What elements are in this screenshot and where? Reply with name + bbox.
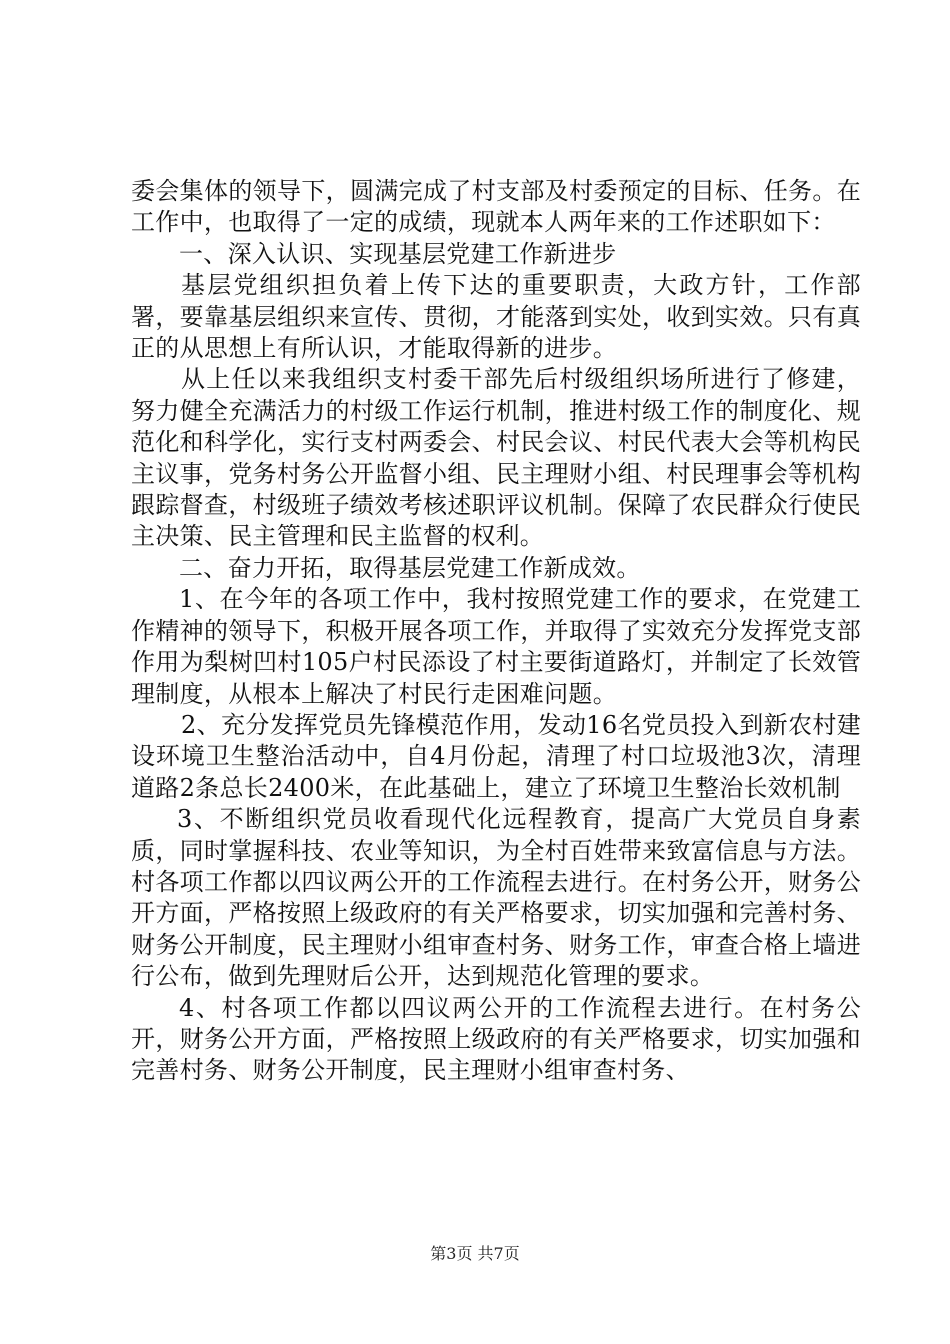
section-heading-1: 一、深入认识、实现基层党建工作新进步 bbox=[179, 239, 617, 268]
document-body bbox=[131, 176, 861, 1087]
paragraph-intro-continuation: 委会集体的领导下，圆满完成了村支部及村委预定的目标、任务。在工作中，也取得了一定的成绩，现就本人两年来的工作述职如下： bbox=[131, 177, 861, 237]
section-heading-2: 二、奋力开拓，取得基层党建工作新成效。 bbox=[179, 553, 641, 582]
paragraph-section-1-b: 从上任以来我组织支村委干部先后村级组织场所进行了修建，努力健全充满活力的村级工作运行机制，推进村级工作的制度化、规范化和科学化，实行支村两委会、村民会议、村民代表大会等机构民主议事，党务村务公开监督小组、民主理财小组、村民理事会等机构跟踪督查，村级班子绩效考核述职评议机制。保障了农民群众行使民主决策、民主管理和民主监督的权利。 bbox=[131, 365, 861, 551]
paragraph-item-1: 1、在今年的各项工作中，我村按照党建工作的要求，在党建工作精神的领导下，积极开展各项工作，并取得了实效充分发挥党支部作用为梨树凹村105户村民添设了村主要街道路灯，并制定了长效管理制度，从根本上解决了村民行走困难问题。 bbox=[131, 585, 861, 708]
paragraph-section-1-a: 基层党组织担负着上传下达的重要职责，大政方针，工作部署，要靠基层组织来宣传、贯彻，才能落到实处，收到实效。只有真正的从思想上有所认识，才能取得新的进步。 bbox=[131, 271, 861, 363]
paragraph-item-4: 4、村各项工作都以四议两公开的工作流程去进行。在村务公开，财务公开方面，严格按照上级政府的有关严格要求，切实加强和完善村务、财务公开制度，民主理财小组审查村务、 bbox=[131, 993, 861, 1085]
paragraph-item-2: 2、充分发挥党员先锋模范作用，发动16名党员投入到新农村建设环境卫生整治活动中，自4月份起，清理了村口垃圾池3次，清理道路2条总长2400米，在此基础上，建立了环境卫生整治长效机制 bbox=[131, 710, 861, 802]
page-number-footer: 第3页 共7页 bbox=[430, 1244, 520, 1263]
paragraph-item-3: 3、不断组织党员收看现代化远程教育，提高广大党员自身素质，同时掌握科技、农业等知识，为全村百姓带来致富信息与方法。村各项工作都以四议两公开的工作流程去进行。在村务公开，财务公开方面，严格按照上级政府的有关严格要求，切实加强和完善村务、财务公开制度，民主理财小组审查村务、财务工作，审查合格上墙进行公布，做到先理财后公开，达到规范化管理的要求。 bbox=[131, 805, 861, 991]
